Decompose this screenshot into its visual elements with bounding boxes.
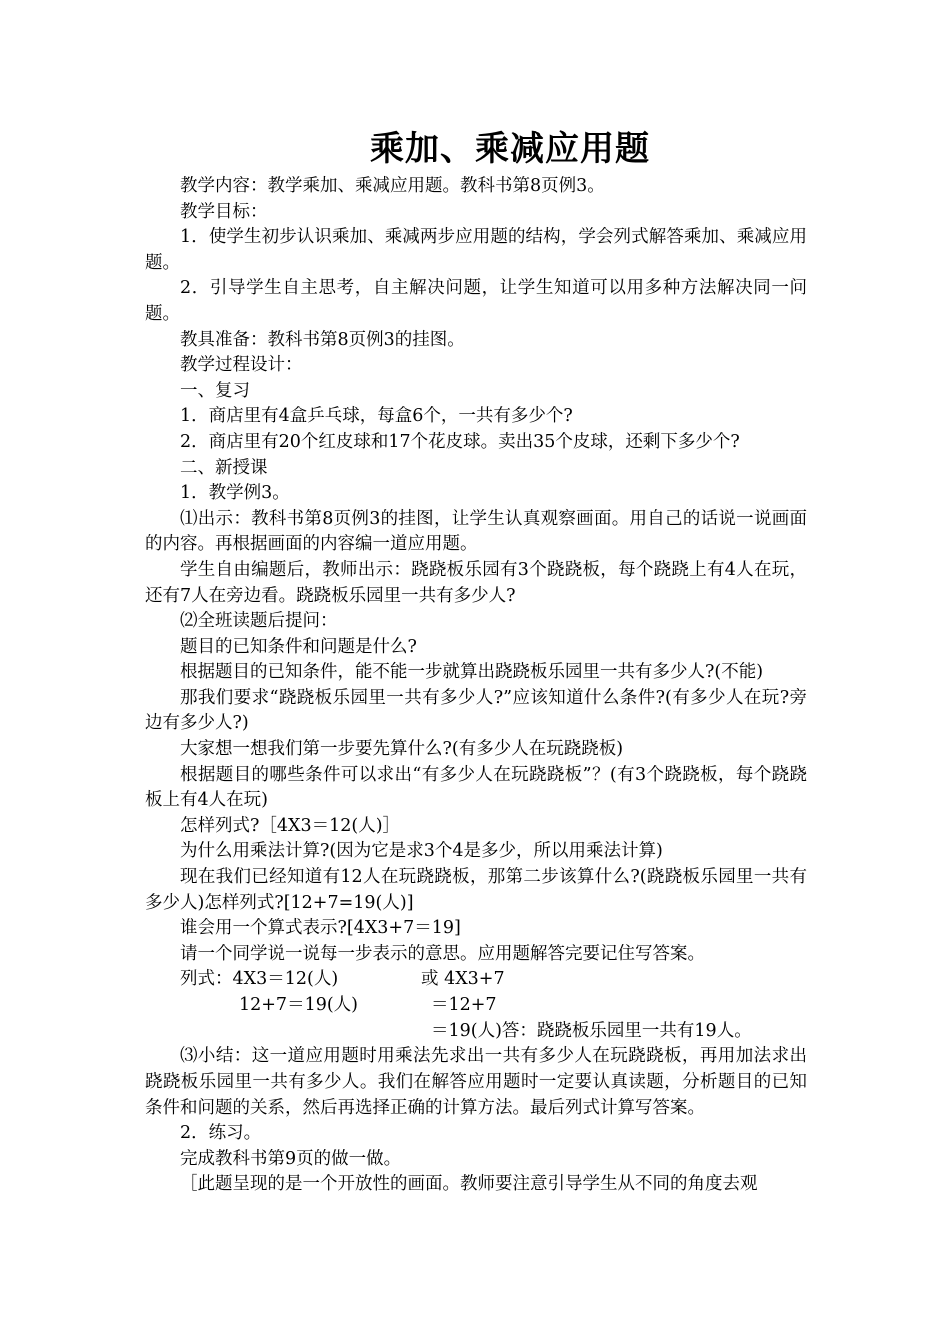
document-body: [145, 174, 807, 1198]
paragraph: 教学过程设计：: [180, 355, 303, 376]
paragraph: ［此题呈现的是一个开放性的画面。教师要注意引导学生从不同的角度去观: [180, 1174, 758, 1195]
paragraph: 题目的已知条件和问题是什么?: [180, 636, 417, 657]
paragraph: 2．商店里有20个红皮球和17个花皮球。卖出35个皮球，还剩下多少个?: [180, 431, 740, 452]
paragraph: 教具准备：教科书第8页例3的挂图。: [180, 329, 465, 350]
paragraph: 现在我们已经知道有12人在玩跷跷板，那第二步该算什么?(跷跷板乐园里一共有多少人)怎样列式?[12+7=19(人)]: [145, 867, 807, 913]
paragraph: 为什么用乘法计算?(因为它是求3个4是多少，所以用乘法计算): [180, 841, 663, 862]
paragraph: 1．使学生初步认识乘加、乘减两步应用题的结构，学会列式解答乘加、乘减应用题。: [145, 227, 807, 273]
formula-line: 或 4X3+7: [421, 969, 505, 990]
paragraph: 学生自由编题后，教师出示：跷跷板乐园有3个跷跷板，每个跷跷上有4人在玩，还有7人在旁边看。跷跷板乐园里一共有多少人?: [145, 559, 807, 606]
paragraph: 教学内容：教学乘加、乘减应用题。教科书第8页例3。: [180, 176, 605, 196]
formula-block: [145, 967, 807, 1044]
paragraph: 怎样列式?［4X3＝12(人)］: [180, 815, 401, 836]
document-title: 乘加、乘减应用题: [370, 129, 650, 169]
section-heading: 二、新授课: [180, 457, 268, 478]
formula-line: 列式：4X3＝12(人): [180, 969, 339, 990]
paragraph: 1．商店里有4盒乒乓球，每盒6个，一共有多少个?: [180, 406, 573, 427]
formula-line: ＝19(人)答：跷跷板乐园里一共有19人。: [431, 1020, 752, 1041]
paragraph: 大家想一想我们第一步要先算什么?(有多少人在玩跷跷板): [180, 739, 624, 760]
paragraph: 谁会用一个算式表示?[4X3+7＝19]: [180, 918, 461, 939]
paragraph: ⑶小结：这一道应用题时用乘法先求出一共有多少人在玩跷跷板，再用加法求出跷跷板乐园里一共有多少人。我们在解答应用题时一定要认真读题，分析题目的已知条件和问题的关系，然后再选择正确的计算方法。最后列式计算写答案。: [145, 1046, 807, 1118]
paragraph: 完成教科书第9页的做一做。: [180, 1148, 402, 1169]
paragraph: ⑵全班读题后提问：: [180, 611, 338, 632]
paragraph: ⑴出示：教科书第8页例3的挂图，让学生认真观察画面。用自己的话说一说画面的内容。再根据画面的内容编一道应用题。: [145, 508, 807, 555]
paragraph: 1．教学例3。: [180, 483, 290, 504]
section-heading: 一、复习: [180, 380, 250, 401]
paragraph: 教学目标：: [180, 201, 268, 222]
paragraph: 请一个同学说一说每一步表示的意思。应用题解答完要记住写答案。: [180, 943, 705, 964]
paragraph: 根据题目的已知条件，能不能一步就算出跷跷板乐园里一共有多少人?(不能): [180, 662, 764, 683]
paragraph: 根据题目的哪些条件可以求出“有多少人在玩跷跷板”？(有3个跷跷板，每个跷跷板上有4人在玩): [145, 764, 807, 811]
paragraph: 2．引导学生自主思考，自主解决问题，让学生知道可以用多种方法解决同一问题。: [145, 278, 807, 324]
paragraph: 那我们要求“跷跷板乐园里一共有多少人?”应该知道什么条件?(有多少人在玩?旁边有多少人?): [145, 687, 807, 734]
paragraph: 2．练习。: [180, 1123, 262, 1144]
formula-line: ＝12+7: [431, 995, 497, 1015]
formula-line: 12+7＝19(人): [239, 995, 358, 1015]
